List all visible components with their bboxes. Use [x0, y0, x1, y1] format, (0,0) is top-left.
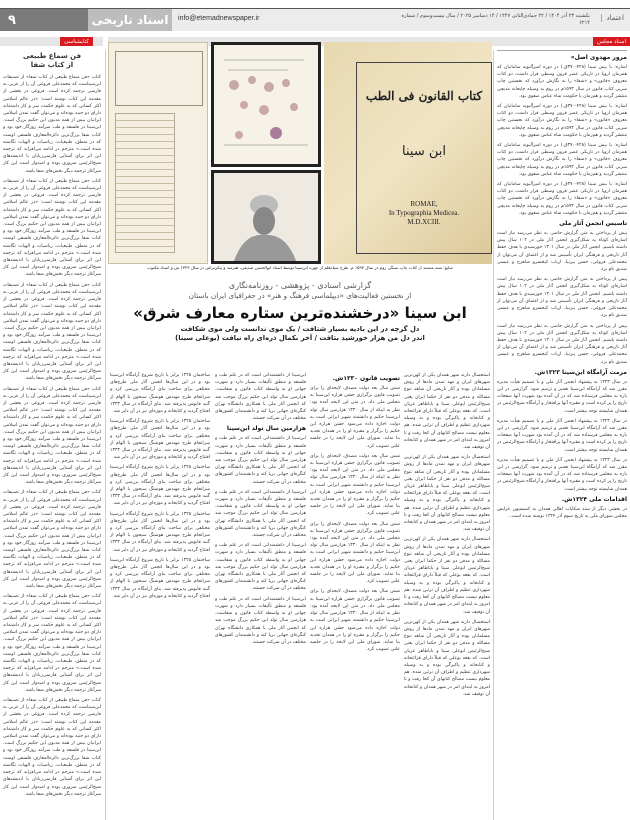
article-text: شش سال بعد دولت مصدق، لایحه‌ای را برای تصویب قانون برگزاری جشن هزاره ابن‌سینا به مجلس ملی داد. در متن این لایحه آمده بود: نظر به اینکه از سال ۱۳۳۰ هزارمین سال تولد ابن‌سینا حکیم و دانشمند شهیر ایرانی است به دولت اجازه داده می‌شود جشن هزاره این حکیم را برگزار و مقبره او را در همدان تجدید بنا نماید. شورای ملی این لایحه را در جلسه علنی تصویب کرد.: [310, 386, 400, 449]
article-deck: از نخستین فعالیت‌های «دیپلماسی فرهنگ و هنر» در جغرافیای ایران باستان: [188, 291, 412, 300]
article-text: ساختمان ۱۳۲۵ برابر با تاریخ شروع آرامگاه ابن‌سینا بود و در این سال‌ها انجمن آثار ملی طرح‌های مختلفی برای ساخت بنای آرامگاه بررسی کرد و سرانجام طرح مهندس هوشنگ سیحون با الهام از گنبد قابوس پذیرفته شد. بنای آرامگاه در سال ۱۳۳۳ افتتاح گردید و کتابخانه و موزه‌ای نیز در آن دایر شد.: [110, 557, 210, 599]
kicker-left: کتابشناسی: [60, 37, 93, 46]
article-headline: ابن سینا «درخشنده‌ترین ستاره معارف شرق»: [133, 304, 467, 322]
article-text: استحصال دارند شهر همدان یکی از کهن‌ترین شهرهای ایران و مهد تمدن مادها از روش مسلمانان بوده و آثار تاریخی آن شاهد تنوع مسائله و مدفن دو نفر از حکما ایران یعنی شیخ‌الرئیس ابوعلی سینا و باباطاهر عریان است. که بقعه بوعلی که قبلاً دارای قرائتخانه و کتابخانه و پاکیزگی بوده و به وسیله شهرداری تنظیم و اطراف آن تزئین شده. هم معلوم نیست مصالح کتابهای آن کجا رفت و تا امروز به ابتدای امر در شهر همدان و کتابخانه آن توقیف شد.: [404, 455, 490, 533]
left-body: کتاب «فن سماع طبیعی از کتاب شفا» از تصنیفات ابن‌سیناست که محمدعلی فروغی آن را از عربی به فارسی ترجمه کرده است. فروغی در بخشی از مقدمه این کتاب نوشته است: «در عالم اسلامی اکثر کسانی که به علوم حکمت سر و کار داشته‌اند دارای دو جنبه بوده‌اند و می‌توان گفت تمدن اسلامی ایرانیان بیش از همه مدیون این حکیم بزرگ است. ابن‌سینا در فلسفه و طب سرآمد روزگار خود بود و کتاب شفا بزرگ‌ترین دائره‌المعارف فلسفی اوست که در منطق، طبیعیات، ریاضیات و الهیات نگاشته شده است.» مترجم در ادامه می‌افزاید که ترجمه این اثر برای آشنایی فارسی‌زبانان با اندیشه‌های شیخ‌الرئیس ضروری بوده و امیدوار است این کار سرآغاز ترجمه دیگر بخش‌های شفا باشد.: [3, 594, 101, 693]
section-title: اسناد تاریخی: [88, 9, 172, 31]
article-text: ابن‌سینا از دانشمندانی است که در علم طب و فلسفه و منطق تألیفات بسیار دارد و شهرت جهانی او به واسطه کتاب قانون و شفاست. هزارمین سال تولد این حکیم بزرگ موجب شد که انجمن آثار ملی با همکاری دانشگاه تهران کنگره‌ای جهانی برپا کند و دانشمندان کشورهای مختلف در آن شرکت جستند.: [215, 489, 306, 539]
book-imprint: M.D.XCIII.: [407, 218, 441, 226]
article-text: ساختمان ۱۳۲۵ برابر با تاریخ شروع آرامگاه ابن‌سینا بود و در این سال‌ها انجمن آثار ملی طرح‌های مختلفی برای ساخت بنای آرامگاه بررسی کرد و سرانجام طرح مهندس هوشنگ سیحون با الهام از گنبد قابوس پذیرفته شد. بنای آرامگاه در سال ۱۳۳۳ افتتاح گردید و کتابخانه و موزه‌ای نیز در آن دایر شد.: [110, 373, 210, 415]
article-text: ابن‌سینا از دانشمندانی است که در علم طب و فلسفه و منطق تألیفات بسیار دارد و شهرت جهانی او به واسطه کتاب قانون و شفاست. هزارمین سال تولد این حکیم بزرگ موجب شد که انجمن آثار ملی با همکاری دانشگاه تهران کنگره‌ای جهانی برپا کند و دانشمندان کشورهای مختلف در آن شرکت جستند.: [215, 373, 306, 422]
article-subhead: تصویب قانون ۱۳۳۰ش.: [332, 375, 400, 382]
right-subhead: تاسیس انجمن آثار ملی: [559, 220, 627, 228]
article-verse: [108, 325, 492, 343]
right-subhead: اقدامات ملی ۱۳۲۴ش.: [561, 495, 627, 503]
kicker-right: اسناد مجلس: [593, 37, 630, 46]
article-text: شش سال بعد دولت مصدق، لایحه‌ای را برای تصویب قانون برگزاری جشن هزاره ابن‌سینا به مجلس ملی داد. در متن این لایحه آمده بود: نظر به اینکه از سال ۱۳۳۰ هزارمین سال تولد ابن‌سینا حکیم و دانشمند شهیر ایرانی است به دولت اجازه داده می‌شود جشن هزاره این حکیم را برگزار و مقبره او را در همدان تجدید بنا نماید. شورای ملی این لایحه را در جلسه علنی تصویب کرد.: [310, 589, 400, 653]
right-text: اشاره: با بیش سینا (۴۲۸-۳۷۰ق.) در دوره امیرآلبویه سامانیان که همزمان اروپا در تاریکی عصر قرون وسطی قرار داشت، دو کتاب معروف «قانون» و «شفا» را به نگارش درآورد که نخستین چاپ سربی کتاب قانون در سال ۱۵۹۳م در روم به وسیله چاپخانه مدیچی منتشر گردید و هم‌زمان با حکومت شاه عباس صفوی بود.: [497, 182, 627, 216]
left-column: [3, 52, 101, 818]
left-body: کتاب «فن سماع طبیعی از کتاب شفا» از تصنیفات ابن‌سیناست که محمدعلی فروغی آن را از عربی به فارسی ترجمه کرده است. فروغی در بخشی از مقدمه این کتاب نوشته است: «در عالم اسلامی اکثر کسانی که به علوم حکمت سر و کار داشته‌اند دارای دو جنبه بوده‌اند و می‌توان گفت تمدن اسلامی ایرانیان بیش از همه مدیون این حکیم بزرگ است. ابن‌سینا در فلسفه و طب سرآمد روزگار خود بود و کتاب شفا بزرگ‌ترین دائره‌المعارف فلسفی اوست که در منطق، طبیعیات، ریاضیات و الهیات نگاشته شده است.» مترجم در ادامه می‌افزاید که ترجمه این اثر برای آشنایی فارسی‌زبانان با اندیشه‌های شیخ‌الرئیس ضروری بوده و امیدوار است این کار سرآغاز ترجمه دیگر بخش‌های شفا باشد.: [3, 490, 101, 590]
right-column: [497, 50, 627, 820]
right-text: اشاره: با بیش سینا (۴۲۸-۳۷۰ق.) در دوره امیرآلبویه سامانیان که همزمان اروپا در تاریکی عصر قرون وسطی قرار داشت، دو کتاب معروف «قانون» و «شفا» را به نگارش درآورد که نخستین چاپ سربی کتاب قانون در سال ۱۵۹۳م در روم به وسیله چاپخانه مدیچی منتشر گردید و هم‌زمان با حکومت شاه عباس صفوی بود.: [497, 143, 627, 177]
article-text: ساختمان ۱۳۲۵ برابر با تاریخ شروع آرامگاه ابن‌سینا بود و در این سال‌ها انجمن آثار ملی طرح‌های مختلفی برای ساخت بنای آرامگاه بررسی کرد و سرانجام طرح مهندس هوشنگ سیحون با الهام از گنبد قابوس پذیرفته شد. بنای آرامگاه در سال ۱۳۳۳ افتتاح گردید و کتابخانه و موزه‌ای نیز در آن دایر شد.: [110, 465, 210, 507]
image-caption: منابع: سند مستند از کتاب چاپ سنگی روم در سال ۱۵۹۳ م، طرح سیاه‌قلم از چهره ابن‌سینا توسط استاد ابوالحسن صدیقی، هنرمند و پیکرتراش در سال ۱۳۲۳ ش و اسناد مکتوب: [147, 265, 453, 270]
right-text: اشاره: با بیش سینا (۴۲۸-۳۷۰ق.) در دوره امیرآلبویه سامانیان که همزمان اروپا در تاریکی عصر قرون وسطی قرار داشت، دو کتاب معروف «قانون» و «شفا» را به نگارش درآورد که نخستین چاپ سربی کتاب قانون در سال ۱۵۹۳م در روم به وسیله چاپخانه مدیچی منتشر گردید و هم‌زمان با حکومت شاه عباس صفوی بود.: [497, 65, 627, 99]
article-title-block: [108, 280, 492, 343]
article-column-4: [110, 372, 210, 820]
right-text: اشاره: با بیش سینا (۴۲۸-۳۷۰ق.) در دوره امیرآلبویه سامانیان که همزمان اروپا در تاریکی عصر قرون وسطی قرار داشت، دو کتاب معروف «قانون» و «شفا» را به نگارش درآورد که نخستین چاپ سربی کتاب قانون در سال ۱۵۹۳م در روم به وسیله چاپخانه مدیچی منتشر گردید و هم‌زمان با حکومت شاه عباس صفوی بود.: [497, 104, 627, 138]
page-number: ۹: [0, 9, 88, 31]
left-subtitle: از کتاب شفا: [30, 61, 74, 69]
email-link[interactable]: info@etemadnewspaper.ir: [178, 15, 260, 22]
portrait-icon: [214, 173, 318, 261]
book-title: کتاب القانون فی الطب: [365, 89, 483, 103]
left-body: کتاب «فن سماع طبیعی از کتاب شفا» از تصنیفات ابن‌سیناست که محمدعلی فروغی آن را از عربی به فارسی ترجمه کرده است. فروغی در بخشی از مقدمه این کتاب نوشته است: «در عالم اسلامی اکثر کسانی که به علوم حکمت سر و کار داشته‌اند دارای دو جنبه بوده‌اند و می‌توان گفت تمدن اسلامی ایرانیان بیش از همه مدیون این حکیم بزرگ است. ابن‌سینا در فلسفه و طب سرآمد روزگار خود بود و کتاب شفا بزرگ‌ترین دائره‌المعارف فلسفی اوست که در منطق، طبیعیات، ریاضیات و الهیات نگاشته شده است.» مترجم در ادامه می‌افزاید که ترجمه این اثر برای آشنایی فارسی‌زبانان با اندیشه‌های شیخ‌الرئیس ضروری بوده و امیدوار است این کار سرآغاز ترجمه دیگر بخش‌های شفا باشد.: [3, 282, 101, 382]
article-text: استحصال دارند شهر همدان یکی از کهن‌ترین شهرهای ایران و مهد تمدن مادها از روش مسلمانان بوده و آثار تاریخی آن شاهد تنوع مسائله و مدفن دو نفر از حکما ایران یعنی شیخ‌الرئیس ابوعلی سینا و باباطاهر عریان است. که بقعه بوعلی که قبلاً دارای قرائتخانه و کتابخانه و پاکیزگی بوده و به وسیله شهرداری تنظیم و اطراف آن تزئین شده. هم معلوم نیست مصالح کتابهای آن کجا رفت و تا امروز به ابتدای امر در شهر همدان و کتابخانه آن توقیف شد.: [404, 619, 490, 697]
article-text: ساختمان ۱۳۲۵ برابر با تاریخ شروع آرامگاه ابن‌سینا بود و در این سال‌ها انجمن آثار ملی طرح‌های مختلفی برای ساخت بنای آرامگاه بررسی کرد و سرانجام طرح مهندس هوشنگ سیحون با الهام از گنبد قابوس پذیرفته شد. بنای آرامگاه در سال ۱۳۳۳ افتتاح گردید و کتابخانه و موزه‌ای نیز در آن دایر شد.: [110, 511, 210, 553]
article-text: ساختمان ۱۳۲۵ برابر با تاریخ شروع آرامگاه ابن‌سینا بود و در این سال‌ها انجمن آثار ملی طرح‌های مختلفی برای ساخت بنای آرامگاه بررسی کرد و سرانجام طرح مهندس هوشنگ سیحون با الهام از گنبد قابوس پذیرفته شد. بنای آرامگاه در سال ۱۳۳۳ افتتاح گردید و کتابخانه و موزه‌ای نیز در آن دایر شد.: [110, 419, 210, 461]
right-text: در سال ۱۳۲۳ به پیشنهاد انجمن آثار ملی و با تصمیم هیأت مدیره مقرر شد که آرامگاه ابن‌سینا تعمیر و ترمیم شود. گزارشی در این باره به مجلس فرستاده شد که در آن آمده بود شهرت آنها صفحات تاریخ را پر کرده است و مقبره آنها پرافتخار و آرامگاه شیخ‌الرئیس در همدان شایسته توجه بیشتر است.: [497, 457, 627, 492]
article-text: ابن‌سینا از دانشمندانی است که در علم طب و فلسفه و منطق تألیفات بسیار دارد و شهرت جهانی او به واسطه کتاب قانون و شفاست. هزارمین سال تولد این حکیم بزرگ موجب شد که انجمن آثار ملی با همکاری دانشگاه تهران کنگره‌ای جهانی برپا کند و دانشمندان کشورهای مختلف در آن شرکت جستند.: [215, 596, 306, 645]
right-text: در سال ۱۳۲۳ به پیشنهاد انجمن آثار ملی و با تصمیم هیأت مدیره مقرر شد که آرامگاه ابن‌سینا تعمیر و ترمیم شود. گزارشی در این باره به مجلس فرستاده شد که در آن آمده بود شهرت آنها صفحات تاریخ را پر کرده است و مقبره آنها پرافتخار و آرامگاه شیخ‌الرئیس در همدان شایسته توجه بیشتر است.: [497, 418, 627, 453]
right-text: در بخشی دیگر از سند شکایات اهالی همدان به کمیسیون عرایض مجلس شورای ملی به تاریخ سوم آذر ۱۳۲۴ نوشته شده است...: [497, 506, 627, 519]
newspaper-logo: اعتماد: [601, 14, 624, 22]
column-rule: [493, 50, 494, 820]
article-text: استحصال دارند شهر همدان یکی از کهن‌ترین شهرهای ایران و مهد تمدن مادها از روش مسلمانان بوده و آثار تاریخی آن شاهد تنوع مسائله و مدفن دو نفر از حکما ایران یعنی شیخ‌الرئیس ابوعلی سینا و باباطاهر عریان است. که بقعه بوعلی که قبلاً دارای قرائتخانه و کتابخانه و پاکیزگی بوده و به وسیله شهرداری تنظیم و اطراف آن تزئین شده. هم معلوم نیست مصالح کتابهای آن کجا رفت و تا امروز به ابتدای امر در شهر همدان و کتابخانه آن توقیف شد.: [404, 373, 490, 451]
seals-document-image: [211, 42, 321, 167]
article-text: شش سال بعد دولت مصدق، لایحه‌ای را برای تصویب قانون برگزاری جشن هزاره ابن‌سینا به مجلس ملی داد. در متن این لایحه آمده بود: نظر به اینکه از سال ۱۳۳۰ هزارمین سال تولد ابن‌سینا حکیم و دانشمند شهیر ایرانی است به دولت اجازه داده می‌شود جشن هزاره این حکیم را برگزار و مقبره او را در همدان تجدید بنا نماید. شورای ملی این لایحه را در جلسه علنی تصویب کرد.: [310, 521, 400, 585]
left-body: کتاب «فن سماع طبیعی از کتاب شفا» از تصنیفات ابن‌سیناست که محمدعلی فروغی آن را از عربی به فارسی ترجمه کرده است. فروغی در بخشی از مقدمه این کتاب نوشته است: «در عالم اسلامی اکثر کسانی که به علوم حکمت سر و کار داشته‌اند دارای دو جنبه بوده‌اند و می‌توان گفت تمدن اسلامی ایرانیان بیش از همه مدیون این حکیم بزرگ است. ابن‌سینا در فلسفه و طب سرآمد روزگار خود بود و کتاب شفا بزرگ‌ترین دائره‌المعارف فلسفی اوست که در منطق، طبیعیات، ریاضیات و الهیات نگاشته شده است.» مترجم در ادامه می‌افزاید که ترجمه این اثر برای آشنایی فارسی‌زبانان با اندیشه‌های شیخ‌الرئیس ضروری بوده و امیدوار است این کار سرآغاز ترجمه دیگر بخش‌های شفا باشد.: [3, 178, 101, 278]
dateline: یکشنبه ۲۳ آذر ۱۴۰۴ / ۲۲ جمادی‌الثانی ۱۴۴۷ / ۱۴ دسامبر ۲۰۲۵ / سال بیست‌وسوم / شماره ۶۲۱۴: [401, 13, 590, 26]
document-image: [108, 42, 208, 264]
verse-line: اندر دل من هزار خورشید بتافت / آخر بکمال ذره‌ای راه نیافت (بوعلی سینا): [175, 334, 425, 342]
article-subhead: هزارمین سال تولد ابن‌سینا: [226, 425, 306, 433]
verse-line: دل گرچه در این بادیه بسیار شتافت / یک موی ندانست ولی موی شکافت: [180, 325, 420, 333]
avicenna-portrait: [211, 170, 321, 264]
book-imprint: In Typographia Medicea.: [388, 209, 460, 217]
article-kicker: گزارشی اسنادی - پژوهشی - روزنامه‌نگاری: [228, 281, 372, 290]
article-column-1: [404, 372, 490, 820]
left-title: فن سماع طبیعی: [22, 52, 82, 60]
article-text: ابن‌سینا از دانشمندانی است که در علم طب و فلسفه و منطق تألیفات بسیار دارد و شهرت جهانی او به واسطه کتاب قانون و شفاست. هزارمین سال تولد این حکیم بزرگ موجب شد که انجمن آثار ملی با همکاری دانشگاه تهران کنگره‌ای جهانی برپا کند و دانشمندان کشورهای مختلف در آن شرکت جستند.: [215, 436, 306, 485]
article-text: استحصال دارند شهر همدان یکی از کهن‌ترین شهرهای ایران و مهد تمدن مادها از روش مسلمانان بوده و آثار تاریخی آن شاهد تنوع مسائله و مدفن دو نفر از حکما ایران یعنی شیخ‌الرئیس ابوعلی سینا و باباطاهر عریان است. که بقعه بوعلی که قبلاً دارای قرائتخانه و کتابخانه و پاکیزگی بوده و به وسیله شهرداری تنظیم و اطراف آن تزئین شده. هم معلوم نیست مصالح کتابهای آن کجا رفت و تا امروز به ابتدای امر در شهر همدان و کتابخانه آن توقیف شد.: [404, 537, 490, 615]
canon-book-cover: [324, 42, 492, 264]
article-column-2: [310, 372, 400, 820]
article-column-3: [215, 372, 306, 820]
left-body: کتاب «فن سماع طبیعی از کتاب شفا» از تصنیفات ابن‌سیناست که محمدعلی فروغی آن را از عربی به فارسی ترجمه کرده است. فروغی در بخشی از مقدمه این کتاب نوشته است: «در عالم اسلامی اکثر کسانی که به علوم حکمت سر و کار داشته‌اند دارای دو جنبه بوده‌اند و می‌توان گفت تمدن اسلامی ایرانیان بیش از همه مدیون این حکیم بزرگ است. ابن‌سینا در فلسفه و طب سرآمد روزگار خود بود و کتاب شفا بزرگ‌ترین دائره‌المعارف فلسفی اوست که در منطق، طبیعیات، ریاضیات و الهیات نگاشته شده است.» مترجم در ادامه می‌افزاید که ترجمه این اثر برای آشنایی فارسی‌زبانان با اندیشه‌های شیخ‌الرئیس ضروری بوده و امیدوار است این کار سرآغاز ترجمه دیگر بخش‌های شفا باشد.: [3, 75, 101, 174]
right-text: پیش از پرداختن به متن گزارش حاضر، به نظر می‌رسد نیاز است اشاره‌ای کوتاه به شکل‌گیری انجمن آثار ملی در ۱۰۲ سال پیش داشته باشیم. انجمن آثار ملی در سال ۱۳۰۱ خورشیدی با هدف حفظ آثار تاریخی و فرهنگی ایران تأسیس شد و از اعضای آن می‌توان از محمدعلی فروغی، حسن پیرنیا، ارباب کیخسرو شاهرخ و عیسی صدیق نام برد.: [497, 231, 627, 273]
book-imprint: ROMAE,: [410, 200, 438, 208]
right-text: در سال ۱۳۲۳ به پیشنهاد انجمن آثار ملی و با تصمیم هیأت مدیره مقرر شد که آرامگاه ابن‌سینا تعمیر و ترمیم شود. گزارشی در این باره به مجلس فرستاده شد که در آن آمده بود شهرت آنها صفحات تاریخ را پر کرده است و مقبره آنها پرافتخار و آرامگاه شیخ‌الرئیس در همدان شایسته توجه بیشتر است.: [497, 379, 627, 414]
book-author: ابن سینا: [402, 144, 446, 159]
left-body: کتاب «فن سماع طبیعی از کتاب شفا» از تصنیفات ابن‌سیناست که محمدعلی فروغی آن را از عربی به فارسی ترجمه کرده است. فروغی در بخشی از مقدمه این کتاب نوشته است: «در عالم اسلامی اکثر کسانی که به علوم حکمت سر و کار داشته‌اند دارای دو جنبه بوده‌اند و می‌توان گفت تمدن اسلامی ایرانیان بیش از همه مدیون این حکیم بزرگ است. ابن‌سینا در فلسفه و طب سرآمد روزگار خود بود و کتاب شفا بزرگ‌ترین دائره‌المعارف فلسفی اوست که در منطق، طبیعیات، ریاضیات و الهیات نگاشته شده است.» مترجم در ادامه می‌افزاید که ترجمه این اثر برای آشنایی فارسی‌زبانان با اندیشه‌های شیخ‌الرئیس ضروری بوده و امیدوار است این کار سرآغاز ترجمه دیگر بخش‌های شفا باشد.: [3, 698, 101, 797]
image-collage: [108, 42, 492, 264]
article-text: شش سال بعد دولت مصدق، لایحه‌ای را برای تصویب قانون برگزاری جشن هزاره ابن‌سینا به مجلس ملی داد. در متن این لایحه آمده بود: نظر به اینکه از سال ۱۳۳۰ هزارمین سال تولد ابن‌سینا حکیم و دانشمند شهیر ایرانی است به دولت اجازه داده می‌شود جشن هزاره این حکیم را برگزار و مقبره او را در همدان تجدید بنا نماید. شورای ملی این لایحه را در جلسه علنی تصویب کرد.: [310, 453, 400, 517]
right-text: پیش از پرداختن به متن گزارش حاضر، به نظر می‌رسد نیاز است اشاره‌ای کوتاه به شکل‌گیری انجمن آثار ملی در ۱۰۲ سال پیش داشته باشیم. انجمن آثار ملی در سال ۱۳۰۱ خورشیدی با هدف حفظ آثار تاریخی و فرهنگی ایران تأسیس شد و از اعضای آن می‌توان از محمدعلی فروغی، حسن پیرنیا، ارباب کیخسرو شاهرخ و عیسی صدیق نام برد.: [497, 277, 627, 319]
right-subhead: مرمت آرامگاه ابن‌سینا ۱۳۲۳ش.: [534, 368, 627, 376]
left-body: کتاب «فن سماع طبیعی از کتاب شفا» از تصنیفات ابن‌سیناست که محمدعلی فروغی آن را از عربی به فارسی ترجمه کرده است. فروغی در بخشی از مقدمه این کتاب نوشته است: «در عالم اسلامی اکثر کسانی که به علوم حکمت سر و کار داشته‌اند دارای دو جنبه بوده‌اند و می‌توان گفت تمدن اسلامی ایرانیان بیش از همه مدیون این حکیم بزرگ است. ابن‌سینا در فلسفه و طب سرآمد روزگار خود بود و کتاب شفا بزرگ‌ترین دائره‌المعارف فلسفی اوست که در منطق، طبیعیات، ریاضیات و الهیات نگاشته شده است.» مترجم در ادامه می‌افزاید که ترجمه این اثر برای آشنایی فارسی‌زبانان با اندیشه‌های شیخ‌الرئیس ضروری بوده و امیدوار است این کار سرآغاز ترجمه دیگر بخش‌های شفا باشد.: [3, 386, 101, 486]
right-text: پیش از پرداختن به متن گزارش حاضر، به نظر می‌رسد نیاز است اشاره‌ای کوتاه به شکل‌گیری انجمن آثار ملی در ۱۰۲ سال پیش داشته باشیم. انجمن آثار ملی در سال ۱۳۰۱ خورشیدی با هدف حفظ آثار تاریخی و فرهنگی ایران تأسیس شد و از اعضای آن می‌توان از محمدعلی فروغی، حسن پیرنیا، ارباب کیخسرو شاهرخ و عیسی صدیق نام برد.: [497, 323, 627, 365]
article-text: ابن‌سینا از دانشمندانی است که در علم طب و فلسفه و منطق تألیفات بسیار دارد و شهرت جهانی او به واسطه کتاب قانون و شفاست. هزارمین سال تولد این حکیم بزرگ موجب شد که انجمن آثار ملی با همکاری دانشگاه تهران کنگره‌ای جهانی برپا کند و دانشمندان کشورهای مختلف در آن شرکت جستند.: [215, 543, 306, 592]
seals-icon: [214, 45, 318, 164]
column-rule: [105, 50, 106, 820]
right-title: مرور مهدوی اصل»: [570, 54, 627, 61]
